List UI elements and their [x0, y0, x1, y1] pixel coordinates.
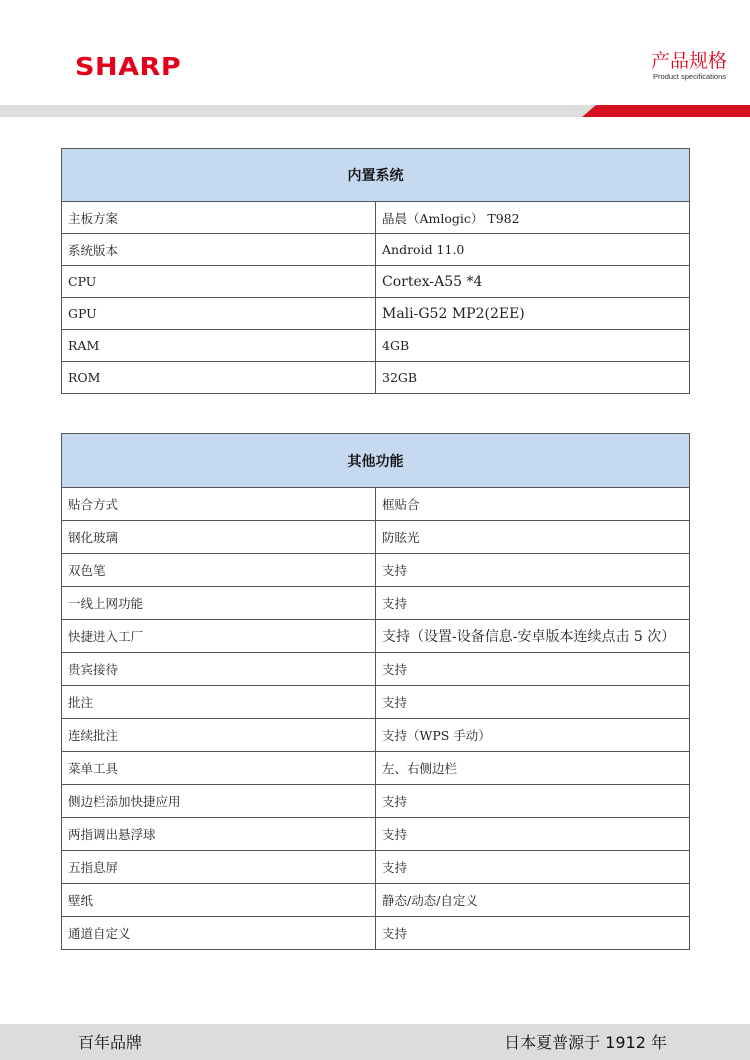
row-value: 支持: [376, 818, 690, 851]
row-value: 支持: [376, 686, 690, 719]
table-row: [62, 620, 690, 653]
row-value: Cortex-A55 *4: [376, 266, 690, 298]
table-row: [62, 362, 690, 394]
other-features-table: [61, 433, 690, 950]
row-label: 一线上网功能: [62, 587, 376, 620]
row-value: 防眩光: [376, 521, 690, 554]
row-label: ROM: [62, 362, 376, 394]
row-label: 主板方案: [62, 202, 376, 234]
table-title: 其他功能: [62, 434, 690, 488]
table-header-row: [62, 434, 690, 488]
row-label: 壁纸: [62, 884, 376, 917]
row-value: 晶晨（Amlogic） T982: [376, 202, 690, 234]
table-row: [62, 330, 690, 362]
row-label: 贵宾接待: [62, 653, 376, 686]
table-row: [62, 521, 690, 554]
table-row: [62, 554, 690, 587]
row-value: 框贴合: [376, 488, 690, 521]
table-row: [62, 686, 690, 719]
row-label: 系统版本: [62, 234, 376, 266]
table-row: [62, 234, 690, 266]
row-value: 支持: [376, 785, 690, 818]
row-label: 两指调出悬浮球: [62, 818, 376, 851]
table-row: [62, 202, 690, 234]
table-row: [62, 653, 690, 686]
table-row: [62, 719, 690, 752]
row-value: 支持: [376, 917, 690, 950]
table-row: [62, 488, 690, 521]
header-accent-band: [582, 105, 750, 117]
footer-slogan-right: 日本夏普源于 1912 年: [504, 1033, 667, 1052]
page-subtitle: Product specifications: [653, 72, 726, 81]
row-value: 4GB: [376, 330, 690, 362]
row-label: GPU: [62, 298, 376, 330]
row-label: 五指息屏: [62, 851, 376, 884]
row-label: 钢化玻璃: [62, 521, 376, 554]
row-label: 通道自定义: [62, 917, 376, 950]
row-value: Android 11.0: [376, 234, 690, 266]
row-label: 快捷进入工厂: [62, 620, 376, 653]
table-row: [62, 587, 690, 620]
table-row: [62, 917, 690, 950]
row-value: 支持: [376, 587, 690, 620]
row-label: 批注: [62, 686, 376, 719]
row-value: 左、右侧边栏: [376, 752, 690, 785]
page-title: 产品规格: [650, 50, 727, 72]
table-row: [62, 298, 690, 330]
table-row: [62, 266, 690, 298]
row-label: 侧边栏添加快捷应用: [62, 785, 376, 818]
table-title: 内置系统: [62, 149, 690, 202]
row-value: 支持: [376, 851, 690, 884]
row-label: CPU: [62, 266, 376, 298]
row-label: 双色笔: [62, 554, 376, 587]
row-label: 贴合方式: [62, 488, 376, 521]
table-row: [62, 884, 690, 917]
row-value: 支持: [376, 554, 690, 587]
row-value: 32GB: [376, 362, 690, 394]
row-value: Mali-G52 MP2(2EE): [376, 298, 690, 330]
table-header-row: [62, 149, 690, 202]
table-row: [62, 818, 690, 851]
row-value: 静态/动态/自定义: [376, 884, 690, 917]
brand-logo: SHARP: [75, 52, 182, 81]
footer-slogan-left: 百年品牌: [78, 1033, 143, 1052]
row-label: 菜单工具: [62, 752, 376, 785]
row-value: 支持（设置-设备信息-安卓版本连续点击 5 次）: [376, 620, 690, 653]
row-value: 支持: [376, 653, 690, 686]
table-row: [62, 851, 690, 884]
row-label: RAM: [62, 330, 376, 362]
built-in-system-table: [61, 148, 690, 394]
table-row: [62, 785, 690, 818]
row-label: 连续批注: [62, 719, 376, 752]
row-value: 支持（WPS 手动）: [376, 719, 690, 752]
table-row: [62, 752, 690, 785]
